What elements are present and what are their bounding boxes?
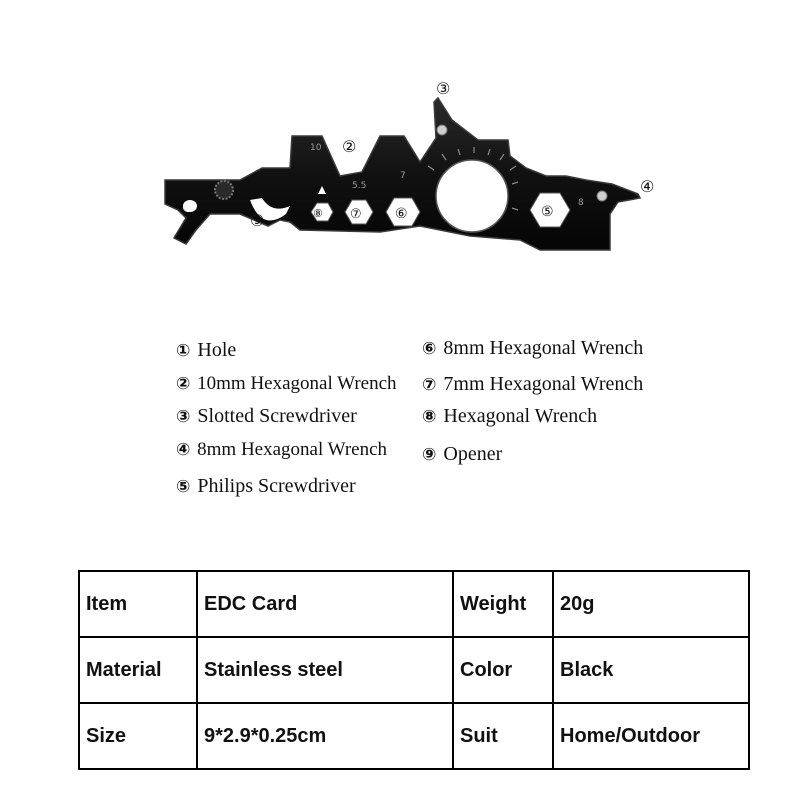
legend-number: ⑧ [422,407,437,427]
legend-label: 7mm Hexagonal Wrench [443,373,644,395]
table-row [79,571,749,637]
legend-item-7mm-hex [422,372,643,397]
spec-key-suit: Suit [453,703,553,769]
legend-label: 8mm Hexagonal Wrench [443,337,644,359]
tool-illustration [0,0,800,300]
legend-item-hole [176,338,236,363]
spec-value-material: Stainless steel [197,637,453,703]
legend-number: ① [176,341,191,361]
legend-number: ② [176,374,191,394]
spec-value-suit: Home/Outdoor [553,703,749,769]
spec-table [78,570,750,770]
legend-item-8mm-hex-a [176,438,387,462]
large-round-hole [436,160,508,232]
legend-label: 10mm Hexagonal Wrench [197,373,397,394]
spec-key-color: Color [453,637,553,703]
engraved-8: 8 [578,198,584,208]
legend-item-opener [422,442,502,467]
spec-value-size: 9*2.9*0.25cm [197,703,453,769]
blade-hole [437,125,447,135]
legend-item-8mm-hex-b [422,336,643,361]
edc-card-drawing [0,0,800,300]
callout-5-on-tool: ⑤ [541,204,554,220]
spec-key-weight: Weight [453,571,553,637]
legend-label: Hexagonal Wrench [443,405,598,427]
spec-value-item: EDC Card [197,571,453,637]
legend-number: ④ [176,440,191,460]
legend-number: ⑥ [422,339,437,359]
legend-item-10mm-hex [176,372,397,396]
callout-6-on-tool: ⑥ [395,206,408,222]
legend-item-slotted-screwdriver [176,404,357,429]
legend-item-philips-screwdriver [176,474,356,499]
legend-label: Hole [197,339,237,361]
spec-key-material: Material [79,637,197,703]
callout-4: ④ [640,177,655,196]
table-row [79,703,749,769]
engraved-10: 10 [310,143,322,153]
callout-1-on-tool: ① [182,201,194,216]
knurled-screw [215,181,233,199]
legend-label: Slotted Screwdriver [197,405,357,427]
tool-legend [176,334,736,514]
spec-key-size: Size [79,703,197,769]
callout-8-on-tool: ⑧ [313,207,323,220]
legend-item-hex-wrench [422,404,597,429]
legend-label: Opener [443,443,503,465]
spec-key-item: Item [79,571,197,637]
engraved-7: 7 [400,171,406,181]
legend-label: Philips Screwdriver [197,475,356,497]
engraved-5-5: 5.5 [352,181,367,191]
legend-number: ⑤ [176,477,191,497]
spec-value-weight: 20g [553,571,749,637]
table-row [79,637,749,703]
callout-2: ② [342,137,357,156]
legend-number: ⑦ [422,375,437,395]
callout-9: ⑨ [250,211,265,230]
legend-label: 8mm Hexagonal Wrench [197,439,388,460]
callout-3: ③ [436,79,451,98]
legend-number: ③ [176,407,191,427]
tip-hole [597,191,607,201]
legend-number: ⑨ [422,445,437,465]
callout-7-on-tool: ⑦ [350,207,362,222]
spec-value-color: Black [553,637,749,703]
